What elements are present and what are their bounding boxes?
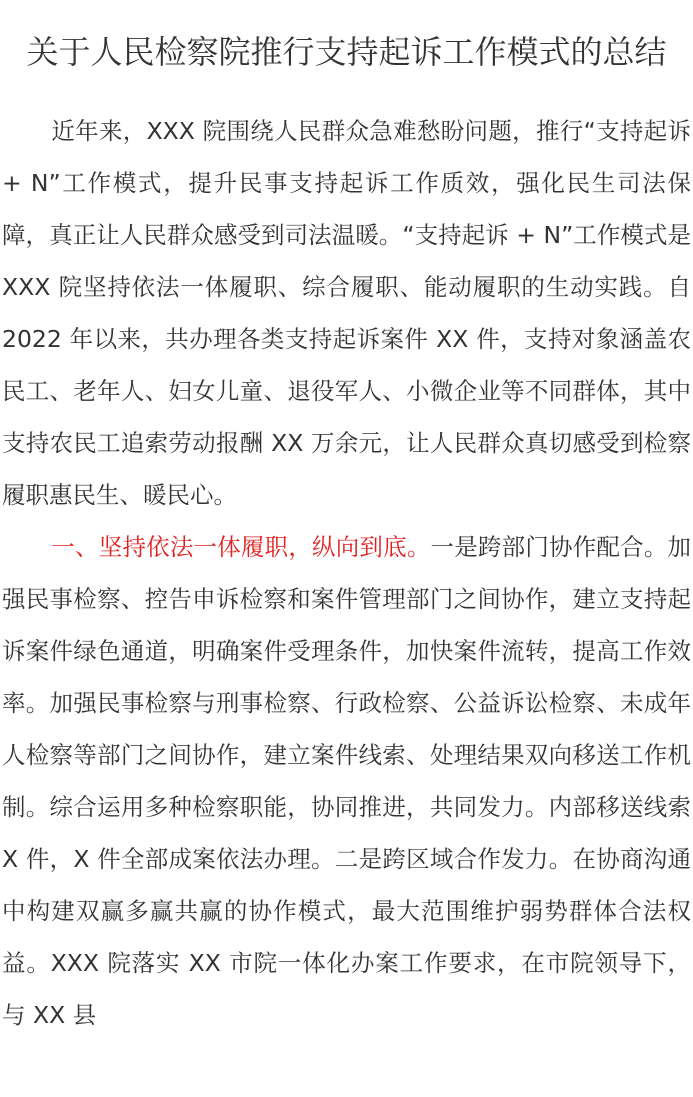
document-body [0, 105, 693, 1041]
paragraph-section-one [2, 521, 691, 1041]
document-title: 关于人民检察院推行支持起诉工作模式的总结 [26, 33, 667, 71]
section-one-heading: 一、坚持依法一体履职，纵向到底。 [51, 533, 431, 561]
paragraph-intro [2, 105, 691, 521]
paragraph-intro-text: 近年来，XXX 院围绕人民群众急难愁盼问题，推行“支持起诉 + N”工作模式，提升民事支持起诉工作质效，强化民生司法保障，真正让人民群众感受到司法温暖。“支持起诉 + N”工作模式是 XXX 院坚持依法一体履职、综合履职、能动履职的生动实践。自 2022 年以来，共办理各类支持起诉案件 XX 件，支持对象涵盖农民工、老年人、妇女儿童、退役军人、小微企业等不同群体，其中支持农民工追索劳动报酬 XX 万余元，让人民群众真切感受到检察履职惠民生、暖民心。 [2, 117, 691, 509]
section-one-text: 一是跨部门协作配合。加强民事检察、控告申诉检察和案件管理部门之间协作，建立支持起诉案件绿色通道，明确案件受理条件，加快案件流转，提高工作效率。加强民事检察与刑事检察、行政检察、公益诉讼检察、未成年人检察等部门之间协作，建立案件线索、处理结果双向移送工作机制。综合运用多种检察职能，协同推进，共同发力。内部移送线索 X 件，X 件全部成案依法办理。二是跨区域合作发力。在协商沟通中构建双赢多赢共赢的协作模式，最大范围维护弱势群体合法权益。XXX 院落实 XX 市院一体化办案工作要求，在市院领导下，与 XX 县 [2, 533, 692, 1029]
